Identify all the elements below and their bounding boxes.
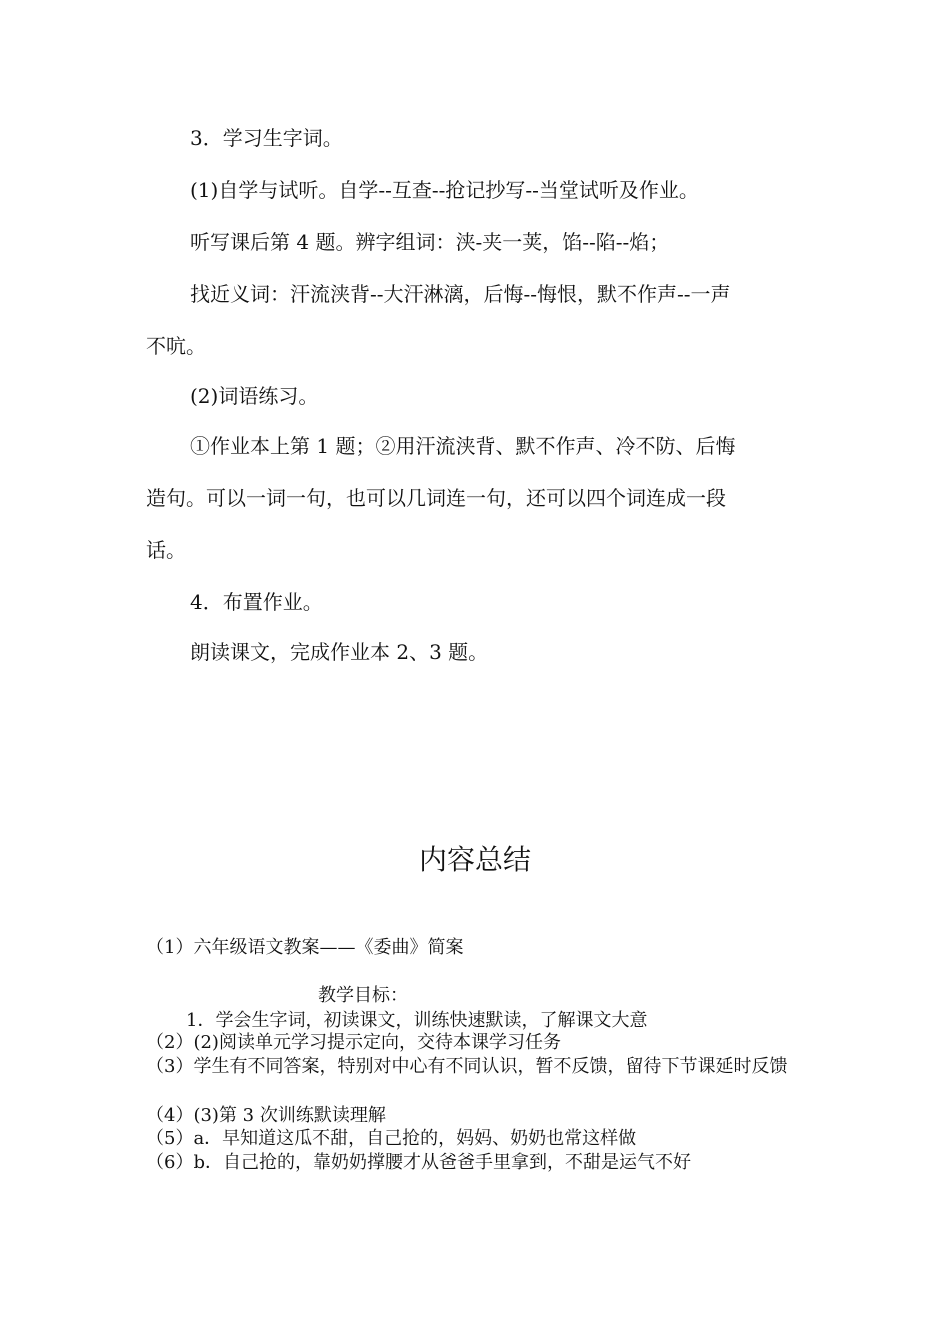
summary-item: 1．学会生字词，初读课文，训练快速默读，了解课文大意 <box>186 1010 648 1031</box>
summary-item: （5）a．早知道这瓜不甜，自己抢的，妈妈、奶奶也常这样做 <box>146 1128 637 1149</box>
paragraph-dictation: 听写课后第 4 题。辨字组词：浃-夹一荚，馅--陷--焰； <box>190 230 670 254</box>
paragraph-synonyms-line1: 找近义词：汗流浃背--大汗淋漓，后悔--悔恨，默不作声--一声 <box>190 282 731 306</box>
summary-item: （6）b．自己抢的，靠奶奶撑腰才从爸爸手里拿到，不甜是运气不好 <box>146 1152 691 1173</box>
summary-item: 教学目标： <box>318 985 408 1006</box>
paragraph-step3: 3．学习生字词。 <box>190 126 343 150</box>
paragraph-homework: 朗读课文，完成作业本 2、3 题。 <box>190 640 489 664</box>
summary-item: （3）学生有不同答案，特别对中心有不同认识，暂不反馈，留待下节课延时反馈 <box>146 1056 788 1077</box>
paragraph-step4: 4．布置作业。 <box>190 590 323 614</box>
paragraph-word-practice: (2)词语练习。 <box>190 384 319 408</box>
summary-item: （1）六年级语文教案——《委曲》简案 <box>146 937 464 958</box>
summary-item: （4）(3)第 3 次训练默读理解 <box>146 1105 386 1126</box>
paragraph-exercise-line3: 话。 <box>146 538 186 562</box>
paragraph-self-study: (1)自学与试听。自学--互查--抢记抄写--当堂试听及作业。 <box>190 178 699 202</box>
summary-title: 内容总结 <box>418 843 531 876</box>
paragraph-exercise-line2: 造句。可以一词一句，也可以几词连一句，还可以四个词连成一段 <box>146 486 726 510</box>
paragraph-exercise-line1: ①作业本上第 1 题；②用汗流浃背、默不作声、冷不防、后悔 <box>190 434 736 458</box>
paragraph-synonyms-line2: 不吭。 <box>146 334 206 358</box>
summary-item: （2）(2)阅读单元学习提示定向，交待本课学习任务 <box>146 1032 561 1053</box>
